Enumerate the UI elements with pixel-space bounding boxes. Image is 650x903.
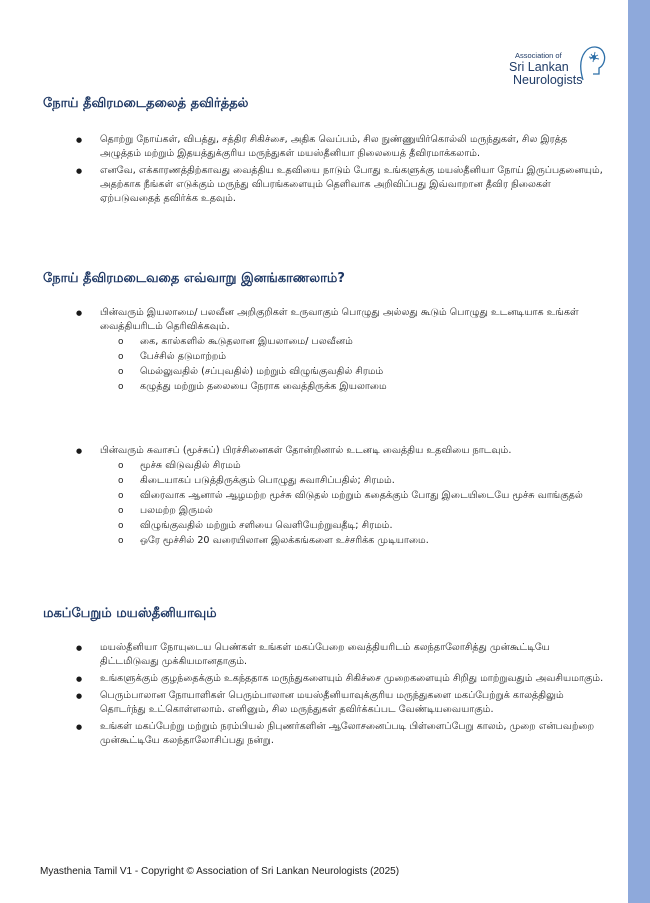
sub-list-item: o மூச்சு விடுவதில் சிரமம் bbox=[100, 459, 608, 473]
list-item-text: பின்வரும் சுவாசப் (மூச்சுப்) பிரச்சினைகள் தோன்றினால் உடனடி வைத்திய உதவியை நாடவும். bbox=[100, 445, 512, 456]
asln-logo bbox=[495, 40, 615, 90]
list-item: ● உங்களுக்கும் குழந்தைக்கும் உகந்ததாக மருந்துகளையும் சிகிச்சை முறைகளையும் சிறிது மாற்றுவதும் அவசியமாகும். bbox=[60, 672, 608, 686]
sub-list-item: o விரைவாக ஆனால் ஆழமற்ற மூச்சு விடுதல் மற்றும் கதைக்கும் போது இடையிடையே மூச்சு வாங்குதல் bbox=[100, 489, 608, 503]
list-item bbox=[60, 306, 608, 394]
list-item bbox=[60, 444, 608, 548]
pregnancy-list bbox=[60, 641, 608, 751]
weakness-symptoms-list bbox=[60, 306, 608, 397]
sub-list-item: o பலமற்ற இருமல் bbox=[100, 504, 608, 518]
sub-list-item: o ஒரே மூச்சில் 20 வரையிலான இலக்கங்களை உச்சரிக்க முடியாமை. bbox=[100, 534, 608, 548]
list-item: ● எனவே, எக்காரணத்திற்காவது வைத்திய உதவியை நாடும் போது உங்களுக்கு மயஸ்தீனியா நோய் இருப்பதனையும், அதற்காக நீங்கள் எடுக்கும் மருந்து விபரங்களையும் தெளிவாக அறிவிப்பது இவ்வாறான தீவிர நிலைகள் ஏற்படுவதைத் தவிர்க்க உதவும். bbox=[60, 164, 608, 206]
sub-list-item: o பேச்சில் தடுமாற்றம் bbox=[100, 350, 608, 364]
logo-line-3: Neurologists bbox=[513, 73, 583, 87]
sub-list-item: o கிடையாகப் படுத்திருக்கும் பொழுது சுவாசிப்பதில்; சிரமம். bbox=[100, 474, 608, 488]
avoid-exacerbation-list bbox=[60, 133, 608, 209]
logo-line-2: Sri Lankan bbox=[509, 59, 569, 74]
sub-list-item: o விழுங்குவதில் மற்றும் சளியை வெளியேற்றுவதீடி; சிரமம். bbox=[100, 519, 608, 533]
section-title-avoid-exacerbation: நோய் தீவிரமடைதலைத் தவிர்த்தல் bbox=[43, 96, 249, 111]
section-title-identify-exacerbation: நோய் தீவிரமடைவதை எவ்வாறு இனங்காணலாம்? bbox=[43, 271, 345, 286]
section-title-pregnancy: மகப்பேறும் மயஸ்தீனியாவும் bbox=[43, 606, 217, 621]
list-item: ● தொற்று நோய்கள், விபத்து, சத்திர சிகிச்சை, அதிக வெப்பம், சில நுண்ணுயிர்கொல்லி மருந்துகள், சில இரத்த அழுத்தம் மற்றும் இதயத்துக்குரிய மருந்துகள் மயஸ்தீனியா நிலையைத் தீவிரமாக்கலாம். bbox=[60, 133, 608, 161]
logo-line-1: Association of bbox=[515, 51, 562, 60]
list-item: ● உங்கள் மகப்பேற்று மற்றும் நரம்பியல் நிபுணர்களின் ஆலோசனைப்படி பிள்ளைப்பேறு காலம், முறை என்பவற்றை முன்கூட்டியே கலந்தாலோசிப்பது நன்று. bbox=[60, 720, 608, 748]
list-item: ● பெரும்பாலான நோயாளிகள் பெரும்பாலான மயஸ்தீனியாவுக்குரிய மருந்துகளை மகப்பேற்றுக் காலத்திலும் தொடர்ந்து உட்கொள்ளலாம். எனினும், சில மருந்துகள் தவிர்க்கப்பட வேண்டியவையாகும். bbox=[60, 689, 608, 717]
page-side-stripe bbox=[628, 0, 650, 903]
breathing-sub-list bbox=[100, 459, 608, 548]
list-item: ● மயஸ்தீனியா நோயுடைய பெண்கள் உங்கள் மகப்பேறை வைத்தியரிடம் கலந்தாலோசித்து முன்கூட்டியே திட்டமிடுவது முக்கியமானதாகும். bbox=[60, 641, 608, 669]
sub-list-item: o கை, கால்களில் கூடுதலான இயலாமை/ பலவீனம் bbox=[100, 335, 608, 349]
weakness-sub-list bbox=[100, 335, 608, 394]
breathing-symptoms-list bbox=[60, 444, 608, 551]
page-footer: Myasthenia Tamil V1 - Copyright © Association of Sri Lankan Neurologists (2025) bbox=[40, 866, 400, 877]
list-item-text: பின்வரும் இயலாமை/ பலவீன அறிகுறிகள் உருவாகும் பொழுது அல்லது கூடும் பொழுது உடனடியாக உங்கள் வைத்தியரிடம் தெரிவிக்கவும். bbox=[100, 307, 579, 332]
sub-list-item: o மெல்லுவதில் (சப்புவதில்) மற்றும் விழுங்குவதில் சிரமம் bbox=[100, 365, 608, 379]
sub-list-item: o கழுத்து மற்றும் தலையை நேராக வைத்திருக்க இயலாமை bbox=[100, 380, 608, 394]
